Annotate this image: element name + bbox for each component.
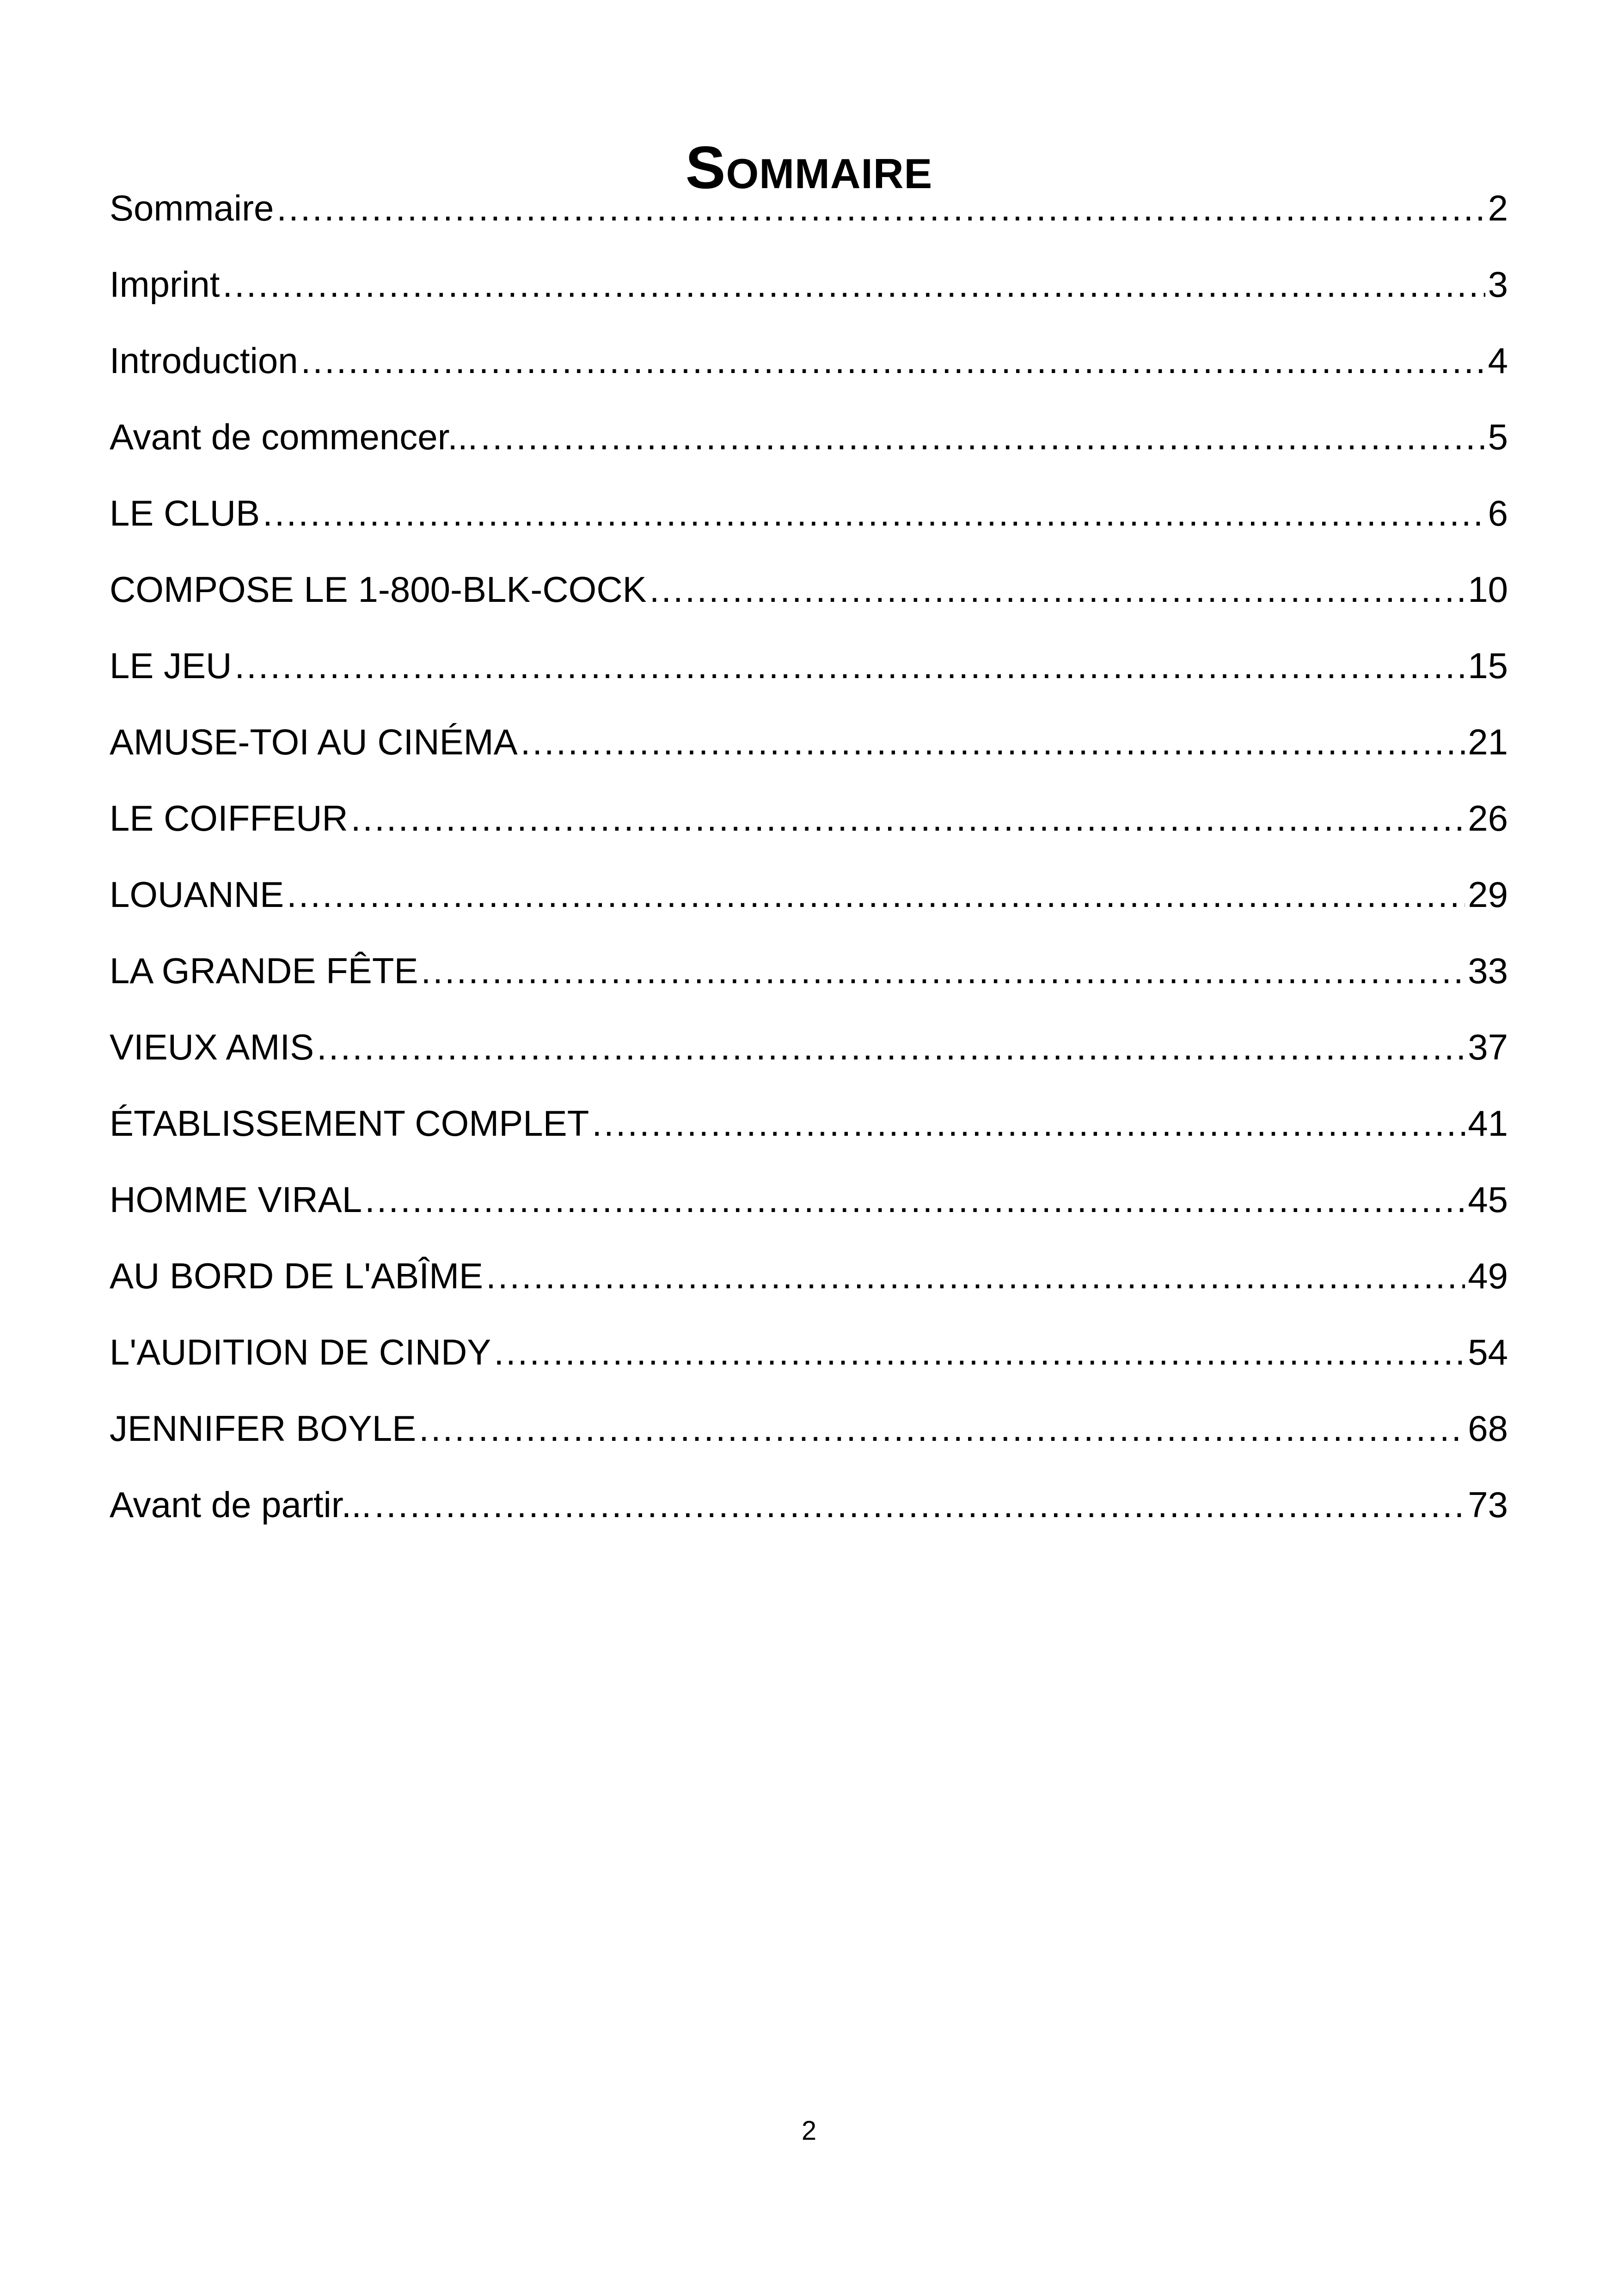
toc-dot-leader: [234, 640, 1465, 691]
toc-dot-leader: [263, 488, 1485, 539]
toc-entry-label: Avant de partir...: [110, 1484, 372, 1525]
toc-dot-leader: [480, 411, 1485, 462]
toc-entry-page: 3: [1488, 264, 1508, 305]
toc-entry[interactable]: [110, 411, 1508, 488]
toc-entry-label: JENNIFER BOYLE: [110, 1408, 417, 1449]
toc-entry-label: LE CLUB: [110, 493, 260, 533]
toc-dot-leader: [494, 1327, 1465, 1378]
toc-dot-leader: [287, 869, 1465, 920]
toc-entry-label: LOUANNE: [110, 874, 284, 915]
toc-dot-leader: [222, 259, 1485, 310]
toc-entry[interactable]: [110, 1250, 1508, 1327]
toc-entry-page: 26: [1468, 798, 1508, 839]
toc-entry-label: VIEUX AMIS: [110, 1027, 314, 1067]
toc-entry-page: 29: [1468, 874, 1508, 915]
toc-entry-label: L'AUDITION DE CINDY: [110, 1332, 491, 1372]
toc-entry-page: 68: [1468, 1408, 1508, 1449]
toc-entry[interactable]: [110, 640, 1508, 716]
page-title: Sommaire: [685, 134, 933, 202]
toc-dot-leader: [351, 793, 1465, 844]
toc-entry[interactable]: [110, 183, 1508, 259]
toc-entry-page: 49: [1468, 1255, 1508, 1296]
toc-entry-page: 33: [1468, 950, 1508, 991]
toc-dot-leader: [374, 1479, 1465, 1530]
toc-entry-page: 5: [1488, 416, 1508, 457]
toc-entry-page: 2: [1488, 188, 1508, 228]
toc-entry-label: AU BORD DE L'ABÎME: [110, 1255, 484, 1296]
toc-entry[interactable]: [110, 335, 1508, 411]
toc-entry-page: 73: [1468, 1484, 1508, 1525]
toc-entry[interactable]: [110, 1022, 1508, 1098]
toc-entry-label: COMPOSE LE 1-800-BLK-COCK: [110, 569, 647, 610]
toc-entry-label: LA GRANDE FÊTE: [110, 950, 418, 991]
toc-entry-label: Introduction: [110, 340, 298, 381]
toc-dot-leader: [650, 564, 1465, 615]
toc-entry[interactable]: [110, 945, 1508, 1022]
toc-entry[interactable]: [110, 564, 1508, 640]
toc-entry-page: 21: [1468, 722, 1508, 762]
toc-entry[interactable]: [110, 1403, 1508, 1479]
toc-dot-leader: [421, 945, 1465, 996]
toc-entry-label: ÉTABLISSEMENT COMPLET: [110, 1103, 589, 1144]
toc-entry-page: 15: [1468, 645, 1508, 686]
toc-entry-label: LE JEU: [110, 645, 232, 686]
toc-entry-page: 37: [1468, 1027, 1508, 1067]
toc-entry-label: LE COIFFEUR: [110, 798, 348, 839]
toc-dot-leader: [365, 1174, 1465, 1225]
toc-entry[interactable]: [110, 793, 1508, 869]
toc-entry-label: AMUSE-TOI AU CINÉMA: [110, 722, 518, 762]
page-number: 2: [801, 2116, 817, 2146]
toc-entry[interactable]: [110, 1327, 1508, 1403]
toc-entry[interactable]: [110, 259, 1508, 335]
toc-dot-leader: [486, 1250, 1465, 1301]
toc-entry-label: Imprint: [110, 264, 220, 305]
toc-entry-page: 6: [1488, 493, 1508, 533]
table-of-contents: [110, 183, 1508, 1555]
toc-entry[interactable]: [110, 869, 1508, 945]
toc-entry-page: 4: [1488, 340, 1508, 381]
toc-entry[interactable]: [110, 716, 1508, 793]
toc-entry-page: 10: [1468, 569, 1508, 610]
toc-entry-page: 54: [1468, 1332, 1508, 1372]
toc-entry-page: 41: [1468, 1103, 1508, 1144]
toc-dot-leader: [592, 1098, 1465, 1149]
toc-entry-label: Sommaire: [110, 188, 274, 228]
toc-entry[interactable]: [110, 488, 1508, 564]
toc-entry[interactable]: [110, 1098, 1508, 1174]
toc-dot-leader: [276, 183, 1485, 233]
toc-dot-leader: [317, 1022, 1465, 1072]
toc-entry-page: 45: [1468, 1179, 1508, 1220]
toc-entry[interactable]: [110, 1174, 1508, 1250]
toc-entry[interactable]: [110, 1479, 1508, 1555]
toc-entry-label: HOMME VIRAL: [110, 1179, 362, 1220]
toc-dot-leader: [419, 1403, 1465, 1454]
toc-dot-leader: [521, 716, 1465, 767]
toc-dot-leader: [301, 335, 1485, 386]
toc-entry-label: Avant de commencer...: [110, 416, 478, 457]
